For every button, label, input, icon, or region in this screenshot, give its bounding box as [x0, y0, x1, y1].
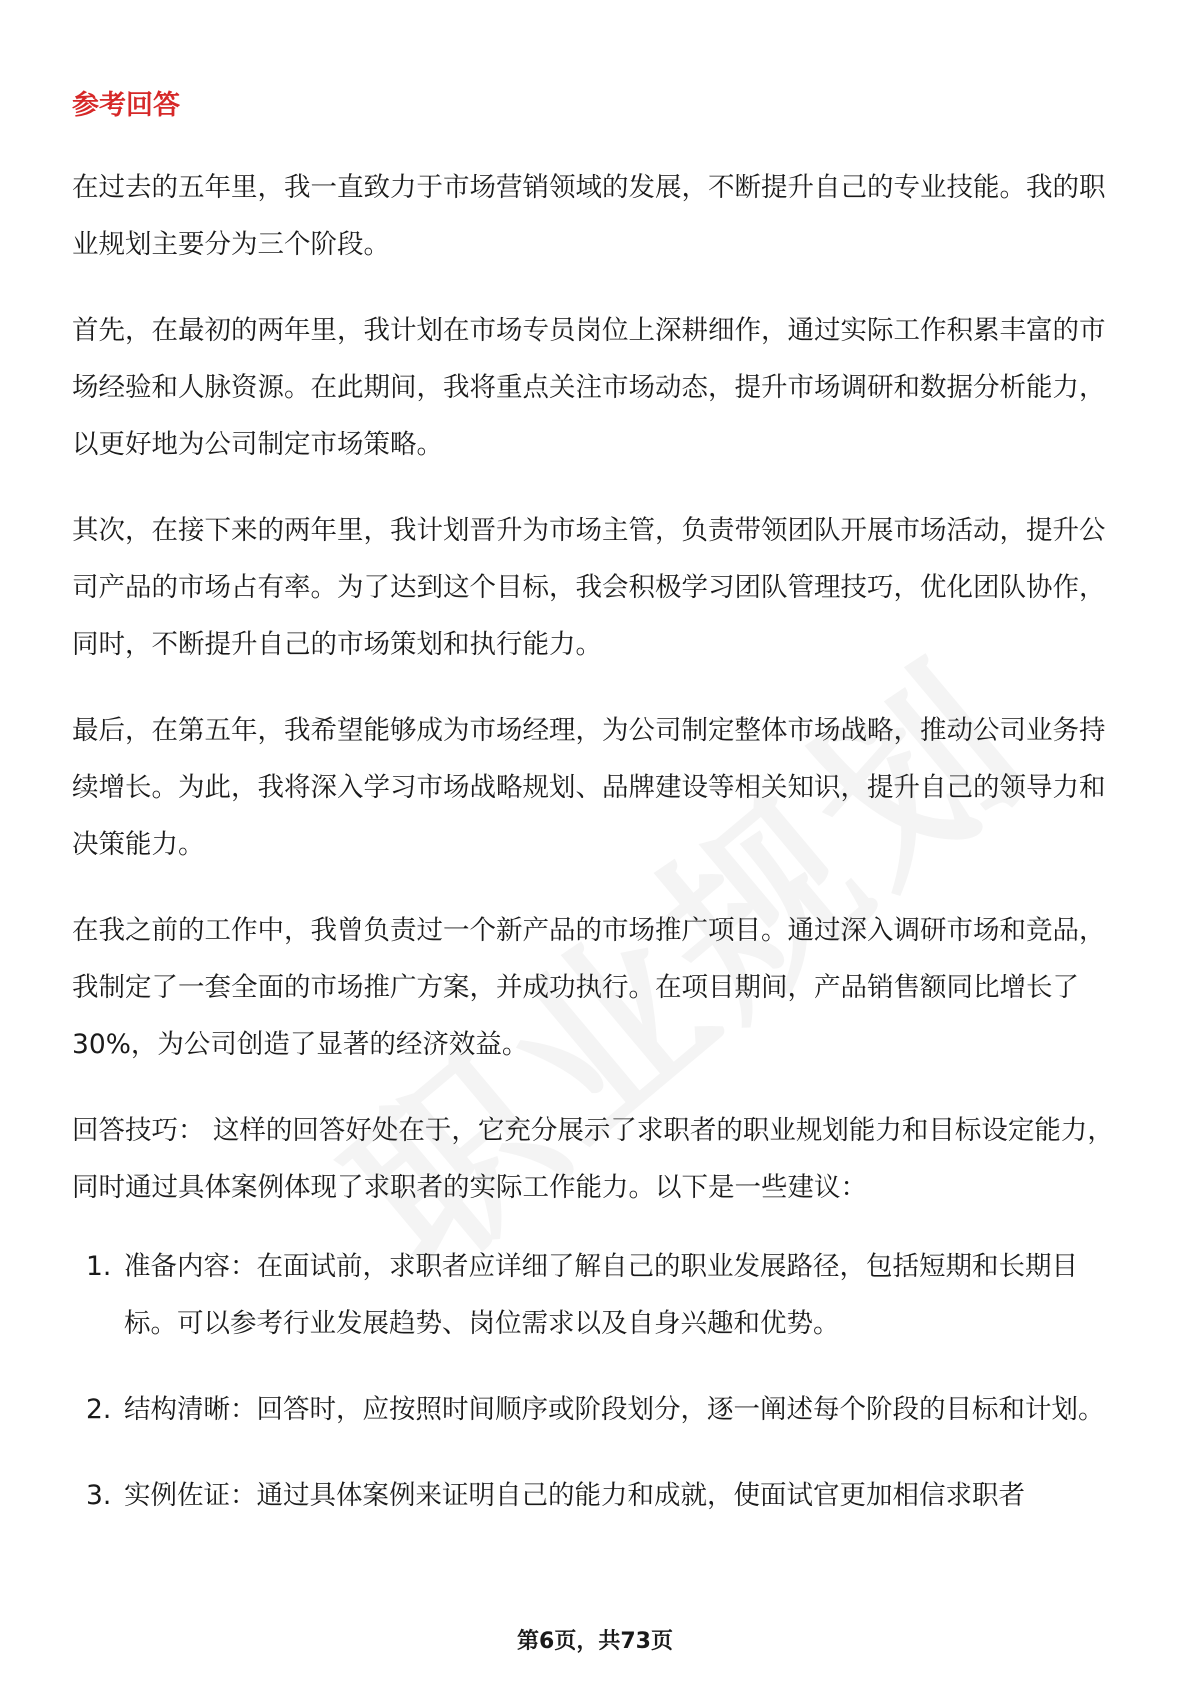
list-number: 3.: [86, 1480, 112, 1511]
paragraph: 最后，在第五年，我希望能够成为市场经理，为公司制定整体市场战略，推动公司业务持续增长。为此，我将深入学习市场战略规划、品牌建设等相关知识，提升自己的领导力和决策能力。: [72, 715, 1106, 860]
tips-paragraph: 回答技巧： 这样的回答好处在于，它充分展示了求职者的职业规划能力和目标设定能力，同时通过具体案例体现了求职者的实际工作能力。以下是一些建议：: [72, 1115, 1114, 1203]
page-number-footer: 第6页，共73页: [517, 1629, 673, 1654]
list-text: 实例佐证：通过具体案例来证明自己的能力和成就，使面试官更加相信求职者: [124, 1480, 1025, 1511]
list-number: 2.: [86, 1394, 112, 1425]
paragraph: 其次，在接下来的两年里，我计划晋升为市场主管，负责带领团队开展市场活动，提升公司产品的市场占有率。为了达到这个目标，我会积极学习团队管理技巧，优化团队协作，同时，不断提升自己的市场策划和执行能力。: [72, 515, 1106, 660]
tips-list: [72, 1238, 1122, 1524]
list-number: 1.: [86, 1251, 112, 1282]
list-item: [72, 1467, 1122, 1524]
paragraph: 在过去的五年里，我一直致力于市场营销领域的发展，不断提升自己的专业技能。我的职业规划主要分为三个阶段。: [72, 172, 1106, 260]
list-item: [72, 1381, 1122, 1438]
body-content: [72, 159, 1122, 1553]
list-item: [72, 1238, 1122, 1352]
section-heading: 参考回答: [72, 90, 180, 121]
list-text: 准备内容：在面试前，求职者应详细了解自己的职业发展路径，包括短期和长期目标。可以参考行业发展趋势、岗位需求以及自身兴趣和优势。: [124, 1251, 1078, 1339]
list-text: 结构清晰：回答时，应按照时间顺序或阶段划分，逐一阐述每个阶段的目标和计划。: [124, 1394, 1105, 1425]
paragraph: 在我之前的工作中，我曾负责过一个新产品的市场推广项目。通过深入调研市场和竞品，我制定了一套全面的市场推广方案，并成功执行。在项目期间，产品销售额同比增长了30%，为公司创造了显著的经济效益。: [72, 915, 1106, 1060]
paragraph: 首先，在最初的两年里，我计划在市场专员岗位上深耕细作，通过实际工作积累丰富的市场经验和人脉资源。在此期间，我将重点关注市场动态，提升市场调研和数据分析能力，以更好地为公司制定市场策略。: [72, 315, 1106, 460]
